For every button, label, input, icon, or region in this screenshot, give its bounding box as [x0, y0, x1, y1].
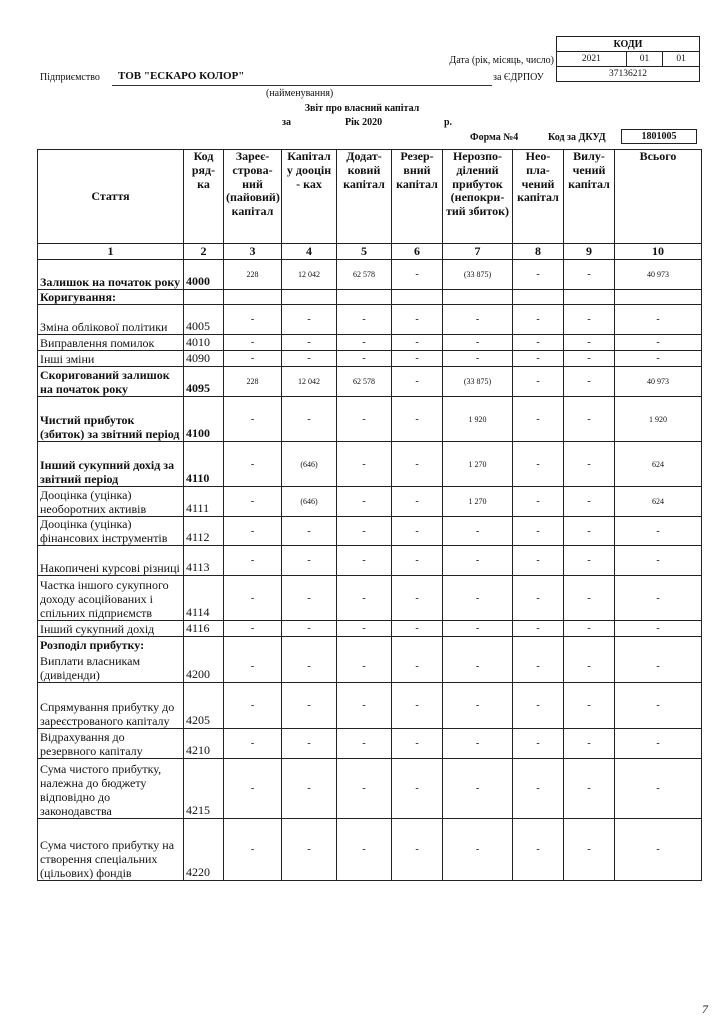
table-row	[38, 729, 702, 759]
row-value: -	[443, 683, 513, 729]
row-article: Інший сукупний дохід	[38, 621, 184, 637]
row-code: 4200	[184, 652, 224, 683]
row-value: -	[392, 260, 443, 290]
row-article: Чистий прибуток (збиток) за звітний період	[38, 397, 184, 442]
row-value: -	[282, 759, 337, 819]
row-value: 12 042	[282, 367, 337, 397]
row-value: -	[337, 683, 392, 729]
table-row	[38, 260, 702, 290]
row-value: -	[564, 367, 615, 397]
row-value: -	[224, 487, 282, 517]
row-value: -	[513, 367, 564, 397]
row-value: -	[513, 260, 564, 290]
row-code: 4114	[184, 576, 224, 621]
row-value: -	[564, 351, 615, 367]
row-article: Відрахування до резервного капіталу	[38, 729, 184, 759]
row-value: -	[282, 517, 337, 546]
row-value: -	[224, 351, 282, 367]
row-value: -	[615, 683, 702, 729]
name-caption: (найменування)	[266, 88, 334, 99]
row-value: 624	[615, 442, 702, 487]
row-value: -	[337, 442, 392, 487]
row-value: -	[513, 759, 564, 819]
row-value: -	[392, 621, 443, 637]
row-article: Сума чистого прибутку на створення спеціальних (цільових) фондів	[38, 819, 184, 881]
row-value: -	[392, 367, 443, 397]
col-number: 3	[224, 244, 282, 260]
row-value: 1 270	[443, 487, 513, 517]
table-header-row	[38, 150, 702, 244]
codes-box	[556, 36, 700, 82]
table-row	[38, 335, 702, 351]
row-value: -	[513, 397, 564, 442]
row-value: -	[337, 351, 392, 367]
row-value: -	[337, 335, 392, 351]
row-value: -	[224, 683, 282, 729]
col-header-unpaid-capital: Нео-пла-чений капітал	[513, 150, 564, 244]
row-value: 1 920	[443, 397, 513, 442]
row-value: -	[443, 576, 513, 621]
row-value	[282, 290, 337, 305]
date-label: Дата (рік, місяць, число)	[449, 55, 554, 66]
row-code: 4111	[184, 487, 224, 517]
row-value: -	[392, 517, 443, 546]
period-suffix: р.	[444, 117, 453, 128]
row-value: -	[615, 652, 702, 683]
row-value: -	[337, 652, 392, 683]
row-value	[513, 637, 564, 652]
row-value: -	[337, 487, 392, 517]
row-code: 4210	[184, 729, 224, 759]
date-month: 01	[626, 52, 663, 67]
row-value: -	[615, 819, 702, 881]
col-number: 4	[282, 244, 337, 260]
col-number: 8	[513, 244, 564, 260]
row-value: -	[282, 683, 337, 729]
row-value: -	[443, 729, 513, 759]
table-row	[38, 621, 702, 637]
row-value	[615, 637, 702, 652]
row-article: Розподіл прибутку:	[38, 637, 184, 652]
row-value: -	[564, 442, 615, 487]
row-value: -	[443, 351, 513, 367]
row-article: Дооцінка (уцінка) фінансових інструментів	[38, 517, 184, 546]
row-value: -	[564, 335, 615, 351]
row-code: 4100	[184, 397, 224, 442]
date-year: 2021	[557, 52, 627, 67]
row-value: -	[392, 305, 443, 335]
row-value: -	[224, 546, 282, 576]
row-value: -	[337, 759, 392, 819]
row-value	[443, 637, 513, 652]
row-article: Зміна облікової політики	[38, 305, 184, 335]
row-value: -	[224, 759, 282, 819]
table-row	[38, 683, 702, 729]
row-value: -	[564, 819, 615, 881]
row-value: -	[337, 729, 392, 759]
form-label: Форма №4	[470, 132, 519, 143]
row-value: 228	[224, 260, 282, 290]
row-value: -	[615, 546, 702, 576]
row-value: (33 875)	[443, 260, 513, 290]
row-value	[564, 290, 615, 305]
row-value: -	[392, 576, 443, 621]
row-value: 62 578	[337, 367, 392, 397]
row-value: -	[392, 729, 443, 759]
row-value: -	[337, 819, 392, 881]
row-value: -	[443, 517, 513, 546]
row-value: 40 973	[615, 367, 702, 397]
page-mark: 7	[702, 1002, 708, 1016]
row-value: -	[443, 759, 513, 819]
row-value: -	[564, 576, 615, 621]
row-value: -	[392, 487, 443, 517]
row-code: 4205	[184, 683, 224, 729]
row-code: 4005	[184, 305, 224, 335]
col-header-retained-earnings: Нерозпо-ділений прибуток (непокри-тий збиток)	[443, 150, 513, 244]
row-value: -	[564, 621, 615, 637]
row-value: -	[443, 546, 513, 576]
row-code: 4113	[184, 546, 224, 576]
row-value: -	[513, 729, 564, 759]
row-value: -	[564, 397, 615, 442]
row-value: -	[513, 819, 564, 881]
table-row	[38, 397, 702, 442]
row-value: -	[513, 652, 564, 683]
table-row	[38, 351, 702, 367]
row-value: -	[224, 442, 282, 487]
row-value: -	[564, 652, 615, 683]
row-code: 4010	[184, 335, 224, 351]
row-value: -	[564, 487, 615, 517]
col-number: 10	[615, 244, 702, 260]
row-value: -	[513, 487, 564, 517]
row-value: -	[443, 305, 513, 335]
row-value: -	[392, 335, 443, 351]
col-header-article: Стаття	[38, 150, 184, 244]
row-value: -	[337, 576, 392, 621]
col-header-withdrawn-capital: Вилу-чений капітал	[564, 150, 615, 244]
row-value: -	[564, 759, 615, 819]
col-header-total: Всього	[615, 150, 702, 244]
col-number: 9	[564, 244, 615, 260]
row-value: -	[513, 305, 564, 335]
row-value: -	[337, 546, 392, 576]
row-value: -	[282, 305, 337, 335]
row-value: -	[392, 652, 443, 683]
table-row	[38, 487, 702, 517]
report-title: Звіт про власний капітал	[304, 103, 420, 114]
row-value: -	[392, 759, 443, 819]
row-article: Сума чистого прибутку, належна до бюджету відповідно до законодавства	[38, 759, 184, 819]
row-code	[184, 637, 224, 652]
row-value: -	[615, 576, 702, 621]
row-article: Спрямування прибутку до зареєстрованого капіталу	[38, 683, 184, 729]
column-number-row	[38, 244, 702, 260]
row-code: 4112	[184, 517, 224, 546]
row-value: 12 042	[282, 260, 337, 290]
row-code: 4095	[184, 367, 224, 397]
row-code: 4215	[184, 759, 224, 819]
row-value: -	[392, 442, 443, 487]
row-value: -	[224, 621, 282, 637]
report-period: Рік 2020	[345, 117, 383, 128]
row-value: 62 578	[337, 260, 392, 290]
row-value: -	[513, 621, 564, 637]
row-article: Коригування:	[38, 290, 184, 305]
row-value: -	[615, 729, 702, 759]
row-value	[224, 637, 282, 652]
row-value: -	[282, 729, 337, 759]
col-number: 7	[443, 244, 513, 260]
row-value: -	[443, 335, 513, 351]
row-value: -	[224, 305, 282, 335]
row-value: -	[564, 517, 615, 546]
row-value: (646)	[282, 487, 337, 517]
row-value: -	[443, 652, 513, 683]
row-value: (646)	[282, 442, 337, 487]
row-value: -	[392, 683, 443, 729]
row-value: -	[513, 683, 564, 729]
dkud-code: 1801005	[621, 129, 697, 144]
col-number: 6	[392, 244, 443, 260]
col-header-reserve-capital: Резер-вний капітал	[392, 150, 443, 244]
row-value: -	[513, 442, 564, 487]
table-row	[38, 576, 702, 621]
row-value: (33 875)	[443, 367, 513, 397]
col-header-revaluation-capital: Капітал у дооцін - ках	[282, 150, 337, 244]
row-value: -	[282, 546, 337, 576]
edrpou-code: 37136212	[557, 67, 700, 82]
row-value: -	[564, 260, 615, 290]
row-value: -	[224, 397, 282, 442]
row-value: -	[224, 652, 282, 683]
row-article: Дооцінка (уцінка) необоротних активів	[38, 487, 184, 517]
row-value	[513, 290, 564, 305]
row-value: -	[615, 759, 702, 819]
row-value: -	[564, 729, 615, 759]
row-value	[615, 290, 702, 305]
row-value: -	[615, 305, 702, 335]
edrpou-label: за ЄДРПОУ	[493, 72, 544, 83]
row-value: -	[443, 819, 513, 881]
row-value	[224, 290, 282, 305]
row-value: -	[224, 819, 282, 881]
enterprise-name: ТОВ "ЕСКАРО КОЛОР"	[118, 70, 245, 82]
row-value	[392, 637, 443, 652]
dkud-label: Код за ДКУД	[548, 132, 606, 143]
row-value: -	[615, 621, 702, 637]
col-number: 1	[38, 244, 184, 260]
row-value: 228	[224, 367, 282, 397]
col-number: 2	[184, 244, 224, 260]
equity-table	[37, 149, 702, 881]
row-value: -	[513, 546, 564, 576]
row-value: 624	[615, 487, 702, 517]
row-value: 1 270	[443, 442, 513, 487]
row-value: -	[564, 683, 615, 729]
col-header-code: Код ряд-ка	[184, 150, 224, 244]
row-value: -	[615, 335, 702, 351]
row-value: -	[443, 621, 513, 637]
row-value: -	[513, 335, 564, 351]
row-value: -	[513, 576, 564, 621]
row-code: 4110	[184, 442, 224, 487]
row-value	[282, 637, 337, 652]
row-code: 4000	[184, 260, 224, 290]
row-code	[184, 290, 224, 305]
row-value: -	[337, 621, 392, 637]
table-row	[38, 652, 702, 683]
table-row	[38, 819, 702, 881]
row-value: -	[615, 517, 702, 546]
row-value: 1 920	[615, 397, 702, 442]
row-value: -	[392, 351, 443, 367]
table-row	[38, 517, 702, 546]
row-article: Залишок на початок року	[38, 260, 184, 290]
codes-title: КОДИ	[557, 37, 700, 52]
row-value: -	[615, 351, 702, 367]
row-value: -	[282, 621, 337, 637]
row-code: 4116	[184, 621, 224, 637]
row-value: -	[282, 397, 337, 442]
row-value: -	[513, 517, 564, 546]
row-value: -	[564, 305, 615, 335]
table-row	[38, 442, 702, 487]
row-value: -	[282, 335, 337, 351]
row-value: -	[337, 305, 392, 335]
table-row	[38, 367, 702, 397]
row-value: -	[282, 351, 337, 367]
row-value: -	[224, 517, 282, 546]
row-value	[337, 637, 392, 652]
col-number: 5	[337, 244, 392, 260]
row-value: -	[392, 819, 443, 881]
row-article: Накопичені курсові різниці	[38, 546, 184, 576]
date-day: 01	[663, 52, 700, 67]
row-article: Виплати власникам (дивіденди)	[38, 652, 184, 683]
row-value: -	[282, 652, 337, 683]
row-value: -	[224, 335, 282, 351]
enterprise-label: Підприємство	[40, 72, 100, 83]
row-value: -	[224, 729, 282, 759]
row-value	[443, 290, 513, 305]
row-article: Скоригований залишок на початок року	[38, 367, 184, 397]
row-value: -	[392, 397, 443, 442]
col-header-registered-capital: Зареє-строва-ний (пайовий) капітал	[224, 150, 282, 244]
row-value: 40 973	[615, 260, 702, 290]
table-row	[38, 546, 702, 576]
row-value: -	[513, 351, 564, 367]
table-row	[38, 759, 702, 819]
row-article: Інший сукупний дохід за звітний період	[38, 442, 184, 487]
row-value: -	[337, 517, 392, 546]
row-article: Інші зміни	[38, 351, 184, 367]
table-row	[38, 290, 702, 305]
row-value: -	[337, 397, 392, 442]
table-row	[38, 305, 702, 335]
row-value: -	[564, 546, 615, 576]
row-value	[337, 290, 392, 305]
row-value: -	[282, 576, 337, 621]
row-article: Частка іншого сукупного доходу асоційованих і спільних підприємств	[38, 576, 184, 621]
enterprise-underline	[112, 85, 492, 86]
row-value: -	[282, 819, 337, 881]
row-code: 4090	[184, 351, 224, 367]
row-value	[392, 290, 443, 305]
col-header-additional-capital: Додат-ковий капітал	[337, 150, 392, 244]
row-code: 4220	[184, 819, 224, 881]
row-article: Виправлення помилок	[38, 335, 184, 351]
period-prefix: за	[282, 117, 292, 128]
row-value	[564, 637, 615, 652]
row-value: -	[392, 546, 443, 576]
row-value: -	[224, 576, 282, 621]
table-row	[38, 637, 702, 652]
